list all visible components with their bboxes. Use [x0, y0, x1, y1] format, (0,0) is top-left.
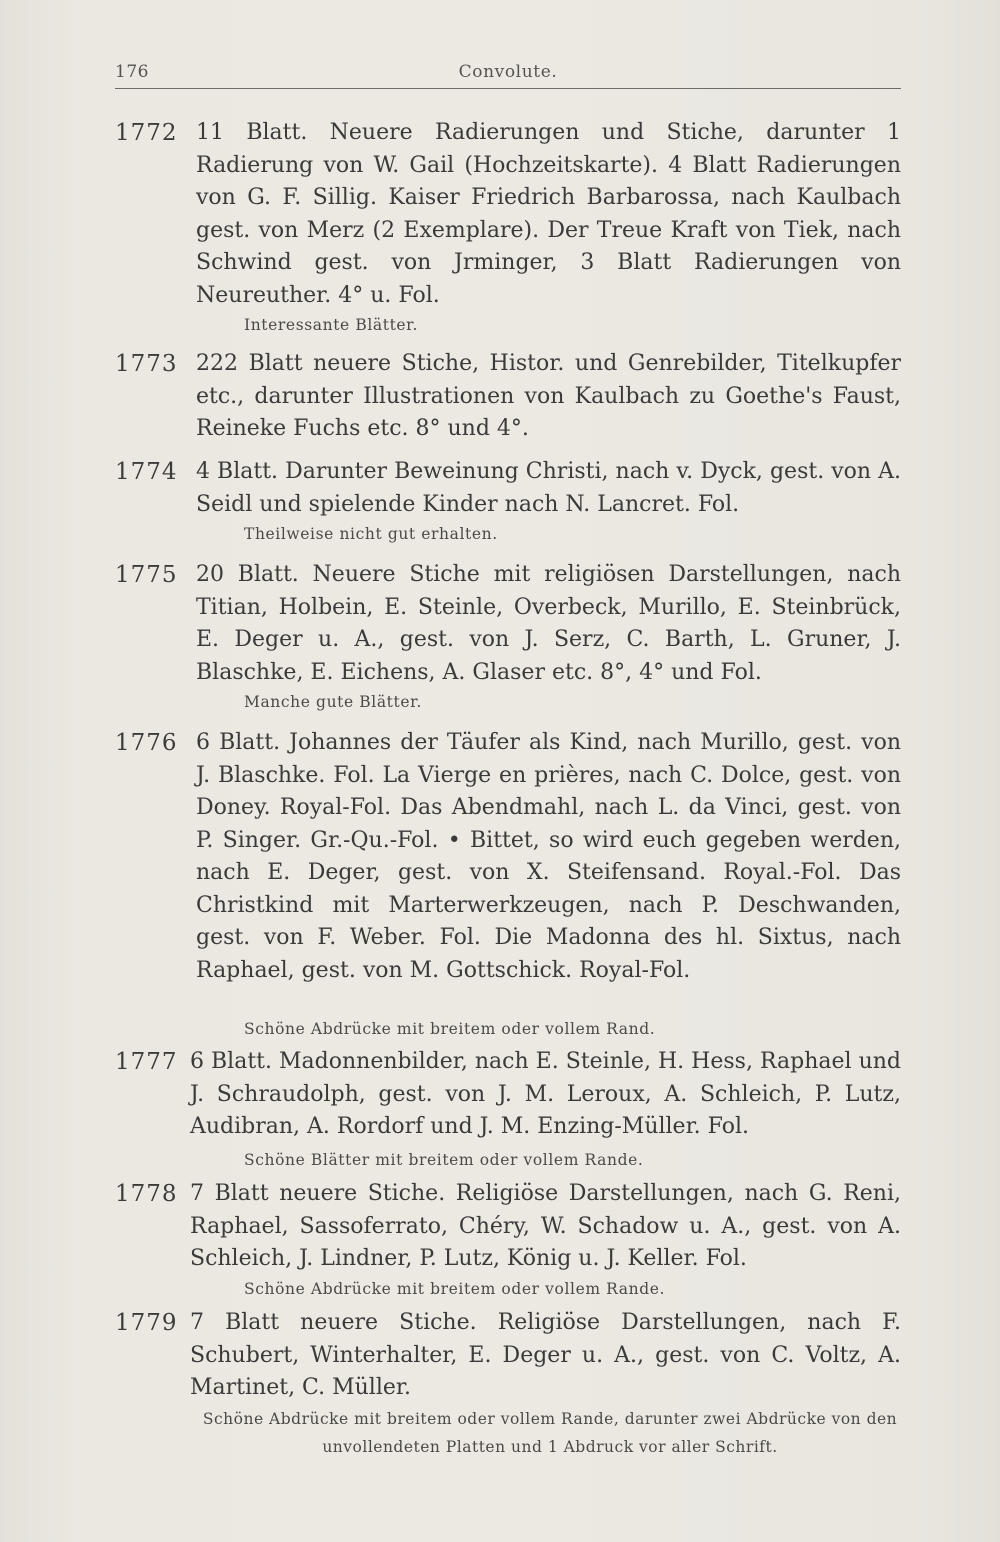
entry-note: Interessante Blätter. [244, 316, 419, 334]
entry-description: 11 Blatt. Neuere Radierungen und Stiche, darunter 1 Radierung von W. Gail (Hochzeitskarte). 4 Blatt Radierungen von G. F. Sillig. Kaiser Friedrich Barbarossa, nach Kaulbach gest. von Merz (2 Exemplare). Der Treue Kraft von Tiek, nach Schwind gest. von Jrminger, 3 Blatt Radierungen von Neureuther. 4° u. Fol. [196, 120, 901, 308]
entry-description: 222 Blatt neuere Stiche, Histor. und Genrebilder, Titelkupfer etc., darunter Illustrationen von Kaulbach zu Goethe's Faust, Reineke Fuchs etc. 8° und 4°. [196, 351, 901, 441]
entry-note: Schöne Abdrücke mit breitem oder vollem Rande, darunter zwei Abdrücke von den unvollendeten Platten und 1 Abdruck vor aller Schrift. [202, 1410, 898, 1456]
page-header [115, 58, 901, 89]
running-title: Convolute. [458, 62, 558, 82]
entry-description: 7 Blatt neuere Stiche. Religiöse Darstellungen, nach G. Reni, Raphael, Sassoferrato, Chéry, W. Schadow u. A., gest. von A. Schleich, J. Lindner, P. Lutz, König u. J. Keller. Fol. [190, 1181, 901, 1271]
lot-number: 1775 [115, 562, 178, 588]
entry-note: Schöne Blätter mit breitem oder vollem Rande. [244, 1151, 644, 1169]
entry-description: 20 Blatt. Neuere Stiche mit religiösen Darstellungen, nach Titian, Holbein, E. Steinle, Overbeck, Murillo, E. Steinbrück, E. Deger u. A., gest. von J. Serz, C. Barth, L. Gruner, J. Blaschke, E. Eichens, A. Glaser etc. 8°, 4° und Fol. [196, 562, 901, 685]
entry-note: Schöne Abdrücke mit breitem oder vollem Rande. [244, 1280, 666, 1298]
lot-number: 1779 [115, 1310, 178, 1336]
entry-description: 7 Blatt neuere Stiche. Religiöse Darstellungen, nach F. Schubert, Winterhalter, E. Deger u. A., gest. von C. Voltz, A. Martinet, C. Müller. [190, 1310, 901, 1400]
page-number: 176 [115, 62, 149, 82]
lot-number: 1778 [115, 1181, 178, 1207]
entry-description: 6 Blatt. Johannes der Täufer als Kind, nach Murillo, gest. von J. Blaschke. Fol. La Vierge en prières, nach C. Dolce, gest. von Doney. Royal-Fol. Das Abendmahl, nach L. da Vinci, gest. von P. Singer. Gr.-Qu.-Fol. • Bittet, so wird euch gegeben werden, nach E. Deger, gest. von X. Steifensand. Royal.-Fol. Das Christkind mit Marterwerkzeugen, nach P. Deschwanden, gest. von F. Weber. Fol. Die Madonna des hl. Sixtus, nach Raphael, gest. von M. Gottschick. Royal-Fol. [196, 730, 901, 983]
entry-description: 6 Blatt. Madonnenbilder, nach E. Steinle, H. Hess, Raphael und J. Schraudolph, gest. von J. M. Leroux, A. Schleich, P. Lutz, Audibran, A. Rordorf und J. M. Enzing-Müller. Fol. [190, 1049, 901, 1139]
entry-note: Schöne Abdrücke mit breitem oder vollem Rand. [244, 1020, 656, 1038]
lot-number: 1772 [115, 120, 178, 146]
entry-description: 4 Blatt. Darunter Beweinung Christi, nach v. Dyck, gest. von A. Seidl und spielende Kinder nach N. Lancret. Fol. [196, 459, 901, 517]
lot-number: 1773 [115, 351, 178, 377]
lot-number: 1776 [115, 730, 178, 756]
lot-number: 1777 [115, 1049, 178, 1075]
entry-note: Manche gute Blätter. [244, 693, 422, 711]
lot-number: 1774 [115, 459, 178, 485]
entry-note: Theilweise nicht gut erhalten. [244, 525, 498, 543]
